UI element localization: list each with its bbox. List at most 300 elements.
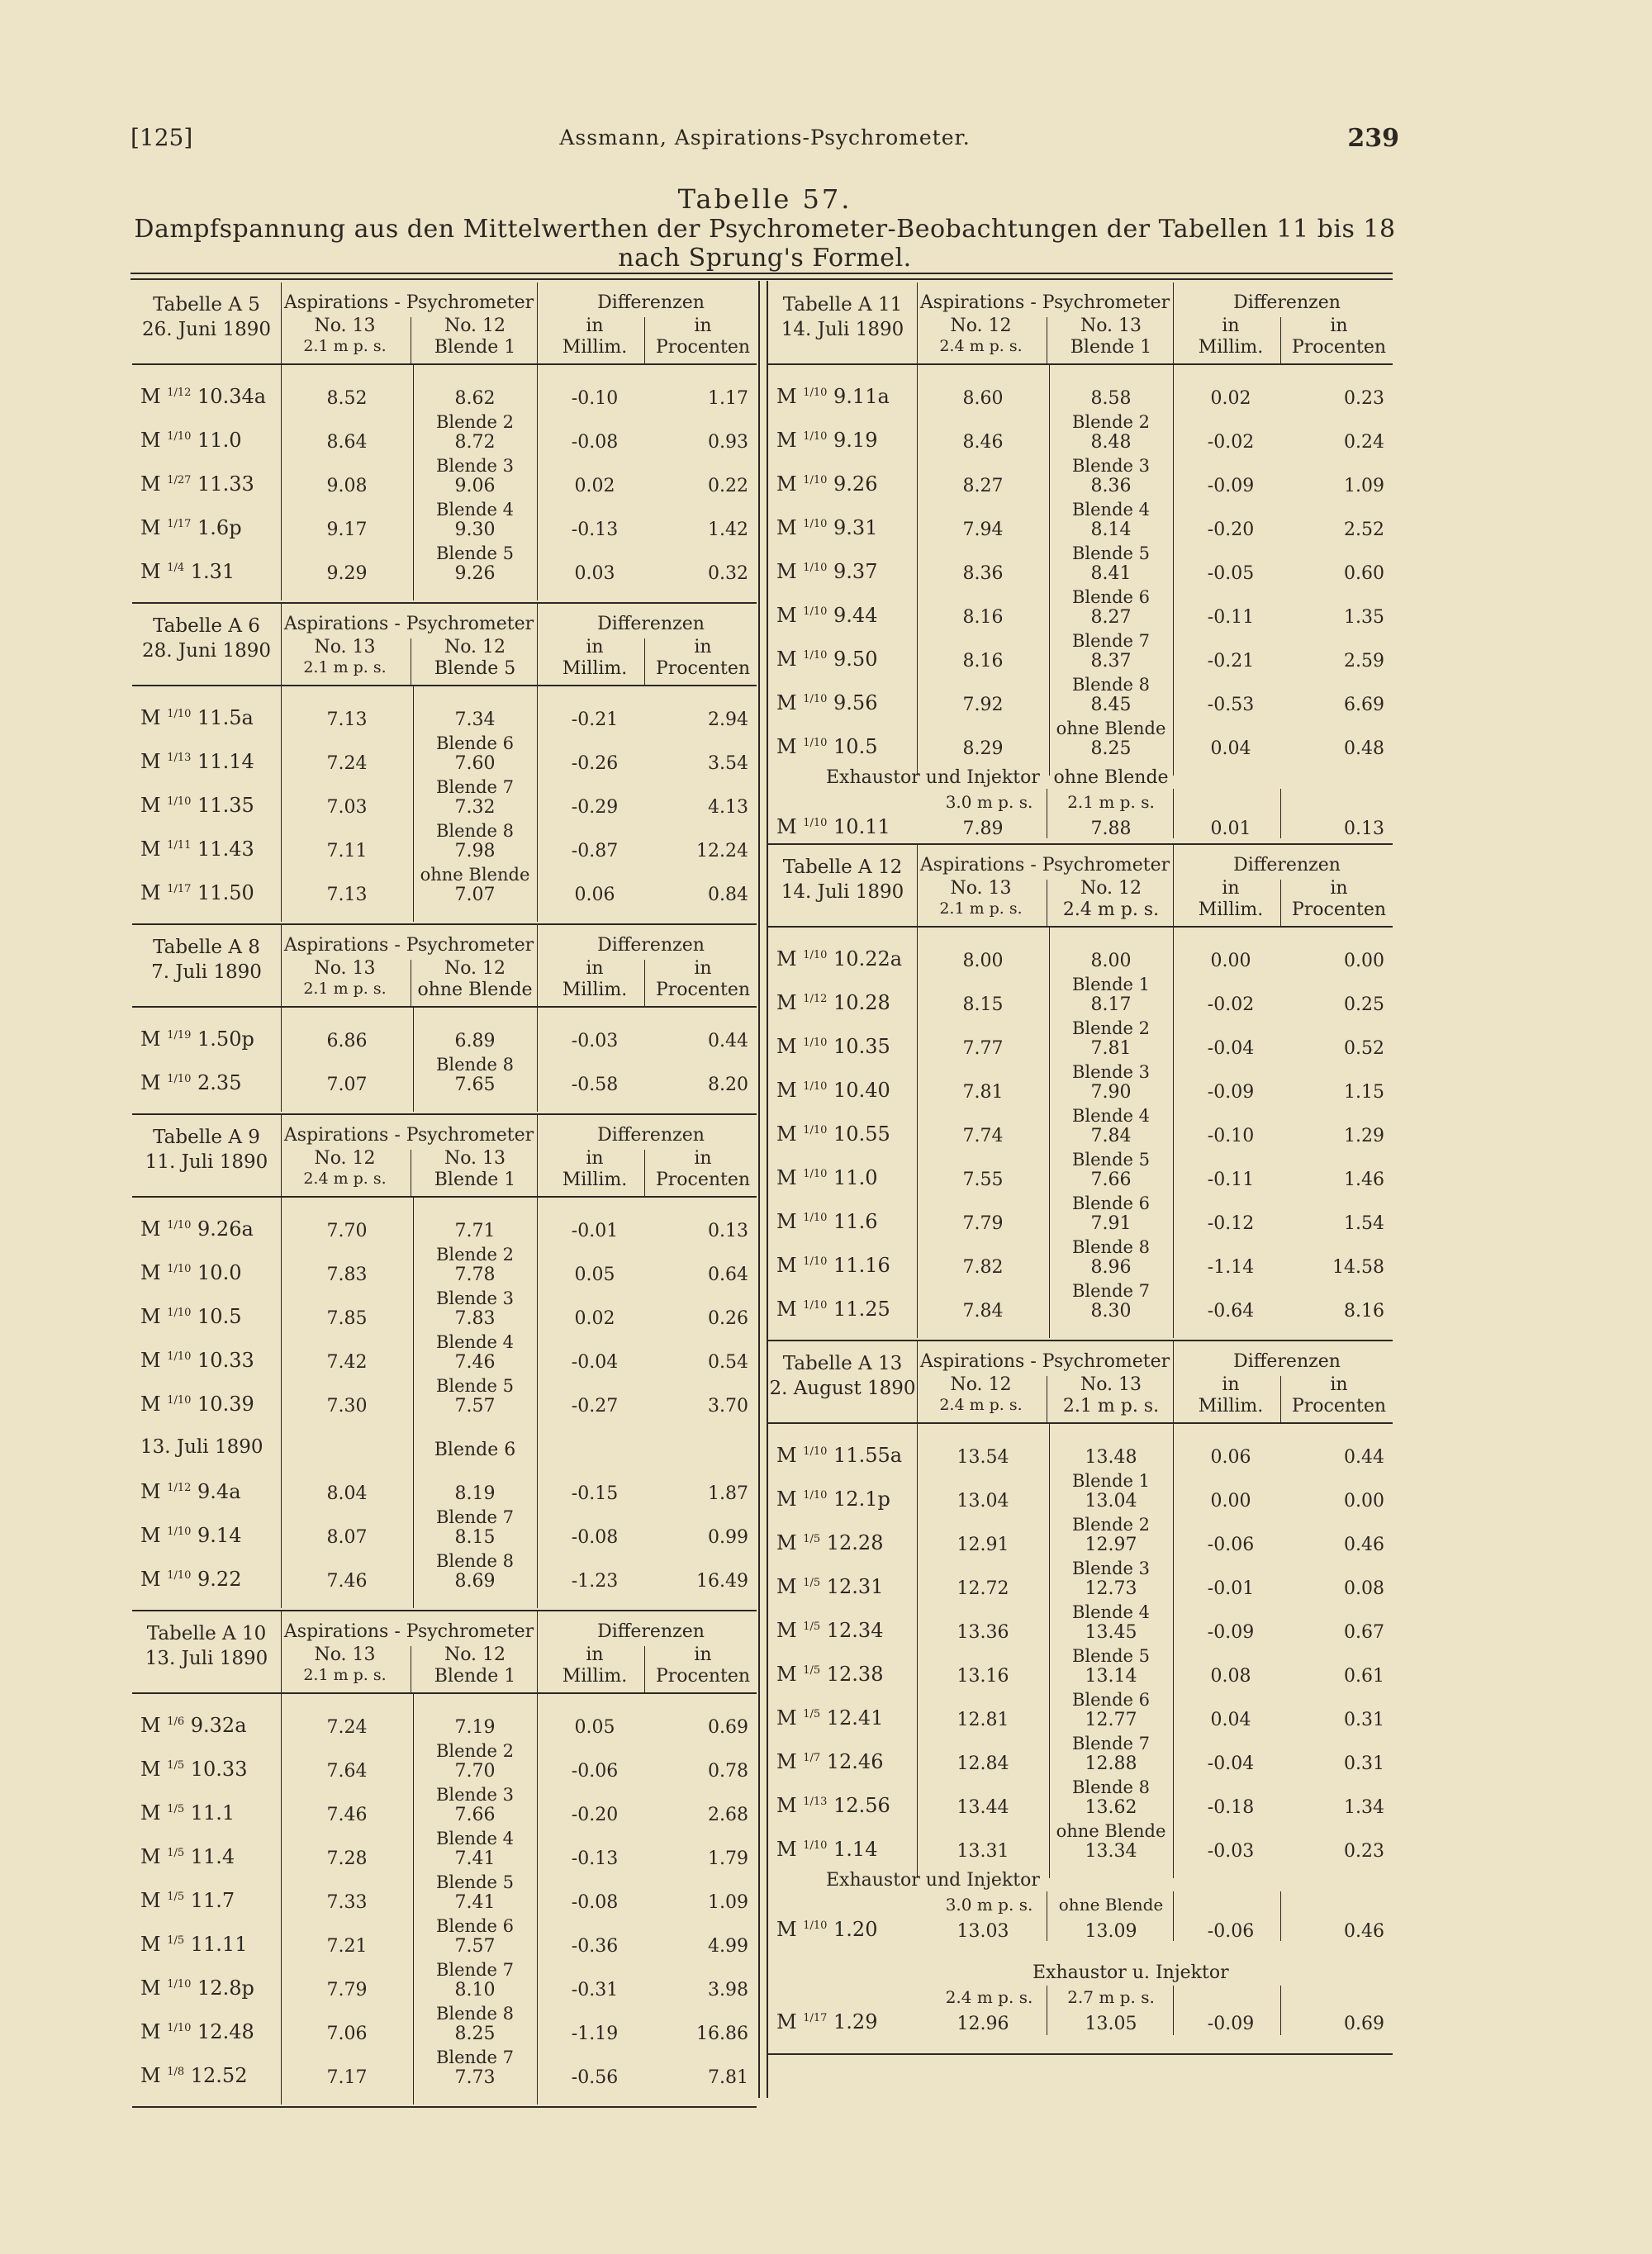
unit-millim: Millim.: [562, 658, 628, 679]
value-instrument-2: 7.41: [454, 1848, 496, 1869]
value-instrument-2: 13.34: [1085, 1841, 1137, 1862]
instrument-1: No. 12: [950, 1374, 1012, 1395]
blende-label: Blende 7: [435, 2048, 514, 2067]
time-value: 12.38: [820, 1663, 884, 1686]
difference-percent: 0.08: [1344, 1578, 1384, 1599]
difference-percent: 0.44: [1344, 1447, 1384, 1468]
body-rule: [413, 686, 414, 922]
instrument-1: No. 13: [314, 637, 376, 657]
page-header: [131, 124, 1399, 157]
time-label: [776, 1750, 883, 1773]
difference-percent: 0.22: [708, 476, 748, 496]
value-instrument-2: 7.91: [1090, 1213, 1132, 1234]
time-value: 9.26a: [191, 1217, 254, 1241]
blende-label: Blende 8: [435, 821, 514, 841]
value-instrument-2: 8.25: [1090, 738, 1132, 759]
value-instrument-2: 8.25: [454, 2024, 496, 2044]
time-value: 11.0: [827, 1166, 878, 1189]
fraction: 1/10: [167, 1350, 192, 1363]
instrument-1: No. 12: [950, 316, 1012, 336]
right-column: [768, 282, 1393, 2055]
blende-label: Blende 6: [1071, 1193, 1150, 1213]
time-value: 1.14: [827, 1838, 878, 1861]
time-prefix: M: [140, 838, 168, 861]
fraction: 1/27: [167, 474, 192, 486]
value-instrument-1: 12.91: [957, 1535, 1009, 1555]
value-instrument-1: 8.60: [962, 388, 1004, 409]
time-value: 11.7: [184, 1889, 235, 1912]
header-rule: [281, 604, 282, 685]
time-prefix: M: [140, 385, 168, 408]
difference-percent: 0.23: [1344, 388, 1384, 409]
header-rule: [917, 282, 918, 363]
unit-in: in: [1222, 1374, 1240, 1395]
time-value: 12.52: [184, 2064, 248, 2087]
time-value: 11.4: [184, 1845, 235, 1868]
time-label: [776, 1298, 890, 1321]
value-instrument-2: 7.07: [454, 885, 496, 905]
difference-percent: 3.70: [708, 1396, 748, 1416]
header-rule: [537, 1115, 538, 1196]
value-instrument-1: 7.33: [326, 1892, 368, 1913]
time-value: 9.11a: [827, 385, 890, 408]
fraction: 1/5: [167, 1891, 185, 1903]
value-instrument-1: 9.08: [326, 476, 368, 496]
instrument-2: No. 12: [1080, 878, 1142, 899]
value-instrument-2: 13.14: [1085, 1666, 1137, 1687]
time-value: 12.41: [820, 1706, 884, 1730]
fraction: 1/8: [167, 2066, 185, 2078]
fraction: 1/5: [803, 1621, 821, 1633]
value-instrument-1: 8.46: [962, 432, 1004, 453]
time-prefix: M: [140, 1933, 168, 1956]
time-prefix: M: [776, 1079, 804, 1102]
value-instrument-1: 8.16: [962, 607, 1004, 628]
value-instrument-2: 7.84: [1090, 1126, 1132, 1146]
fraction: 1/10: [803, 1037, 828, 1049]
psychrometer-heading: Aspirations - Psychrometer: [283, 935, 534, 956]
time-value: 10.0: [191, 1261, 242, 1284]
difference-millim: -0.10: [571, 388, 619, 409]
fraction: 1/17: [803, 2012, 828, 2024]
psychrometer-heading: Aspirations - Psychrometer: [283, 292, 534, 313]
time-prefix: M: [140, 1393, 168, 1416]
fraction: 1/10: [167, 708, 192, 720]
time-label: [776, 1079, 890, 1102]
time-prefix: M: [776, 1918, 804, 1941]
difference-percent: 0.32: [708, 563, 748, 584]
blende-label: Blende 2: [1071, 412, 1150, 432]
fraction: 1/10: [803, 1839, 828, 1852]
fraction: 1/5: [803, 1577, 821, 1589]
value-instrument-1: 9.29: [326, 563, 368, 584]
difference-percent: 0.48: [1344, 738, 1384, 759]
table-body: [768, 1424, 1393, 1875]
unit-millim: Millim.: [1198, 1396, 1264, 1416]
time-value: 10.33: [191, 1349, 254, 1372]
difference-percent: 1.15: [1344, 1082, 1384, 1103]
difference-millim: -0.21: [571, 709, 619, 730]
time-prefix: M: [776, 1750, 804, 1773]
time-label: [140, 1524, 241, 1547]
blende-label: Blende 7: [1071, 1281, 1150, 1301]
difference-millim: -1.23: [571, 1571, 619, 1592]
extra-speed-4: 2.7 m p. s.: [1067, 1987, 1155, 2007]
value-instrument-2: 7.66: [454, 1805, 496, 1825]
time-label: [776, 1794, 890, 1817]
fraction: 1/10: [803, 737, 828, 749]
time-value: 1.50p: [191, 1027, 254, 1051]
time-label: [140, 1071, 241, 1094]
table-row: [132, 865, 757, 918]
value-instrument-2: 7.34: [454, 709, 496, 730]
fraction: 1/4: [167, 562, 185, 574]
difference-millim: -0.12: [1207, 1213, 1255, 1234]
data-table: [132, 925, 757, 1115]
difference-percent: 0.46: [1344, 1921, 1384, 1942]
value-instrument-2: 7.90: [1090, 1082, 1132, 1103]
unit-in: in: [1330, 316, 1348, 336]
value-instrument-2: 8.41: [1090, 563, 1132, 584]
data-table: [768, 282, 1393, 845]
instrument-1-detail: 2.4 m p. s.: [939, 1396, 1023, 1414]
time-value: 12.34: [820, 1619, 884, 1642]
value-instrument-1: 7.74: [962, 1126, 1004, 1146]
unit-in: in: [1330, 878, 1348, 899]
value-instrument-1: 8.15: [962, 994, 1004, 1015]
differences-heading: Differenzen: [597, 614, 705, 634]
time-prefix: M: [776, 1706, 804, 1730]
blende-label: Blende 7: [1071, 631, 1150, 651]
time-prefix: M: [140, 1976, 168, 2000]
value-instrument-1: 7.46: [326, 1571, 368, 1592]
body-rule: [1173, 365, 1174, 776]
value-instrument-1: 7.79: [962, 1213, 1004, 1234]
fraction: 1/10: [167, 1073, 192, 1085]
difference-millim: 0.04: [1210, 738, 1251, 759]
unit-in: in: [586, 316, 604, 336]
time-value: 1.20: [827, 1918, 878, 1941]
difference-percent: 1.34: [1344, 1797, 1384, 1818]
table-date: 28. Juni 1890: [142, 640, 271, 662]
table-date: 26. Juni 1890: [142, 319, 271, 340]
time-value: 11.35: [191, 794, 254, 817]
fraction: 1/10: [803, 474, 828, 486]
unit-procenten: Procenten: [655, 980, 751, 1000]
blende-label: Blende 3: [435, 1288, 514, 1308]
fraction: 1/19: [167, 1029, 192, 1042]
time-label: [776, 1122, 890, 1146]
blende-label: Blende 6: [1071, 1690, 1150, 1710]
unit-in: in: [694, 1148, 712, 1169]
value-instrument-1: 8.27: [962, 476, 1004, 496]
value-instrument-1: 7.13: [326, 885, 368, 905]
blende-label: Blende 5: [1071, 543, 1150, 563]
body-rule: [413, 1198, 414, 1608]
table-header: [132, 1115, 757, 1196]
fraction: 1/10: [803, 817, 828, 829]
value-instrument-1: 7.85: [326, 1308, 368, 1329]
differences-heading: Differenzen: [1233, 1351, 1341, 1372]
value-instrument-1: 7.24: [326, 1717, 368, 1738]
header-rule: [281, 1115, 282, 1196]
value-instrument-2: 7.46: [454, 1352, 496, 1373]
difference-percent: 3.98: [708, 1980, 748, 2000]
time-value: 9.14: [191, 1524, 242, 1547]
blende-label: ohne Blende: [1056, 719, 1166, 738]
value-instrument-2: 7.66: [1090, 1170, 1132, 1190]
data-table: [132, 282, 757, 604]
extra-blende: ohne Blende: [1053, 767, 1169, 788]
value-instrument-2: 12.97: [1085, 1535, 1137, 1555]
difference-millim: -0.11: [1207, 607, 1255, 628]
header-page-ref: [125]: [131, 124, 193, 151]
time-value: 9.50: [827, 648, 878, 671]
data-table: [132, 1611, 757, 2108]
body-rule: [537, 686, 538, 922]
instrument-2-detail: Blende 5: [434, 658, 516, 679]
unit-millim: Millim.: [1198, 899, 1264, 920]
time-prefix: M: [776, 815, 804, 838]
time-prefix: M: [776, 604, 804, 627]
fraction: 1/10: [167, 1219, 192, 1231]
body-rule: [1173, 1986, 1174, 2035]
time-label: [140, 1480, 241, 1503]
fraction: 1/10: [803, 430, 828, 443]
fraction: 1/10: [803, 1168, 828, 1180]
time-prefix: M: [776, 947, 804, 970]
data-table: [132, 604, 757, 925]
table-row: [132, 2048, 757, 2101]
difference-millim: 0.00: [1210, 951, 1251, 971]
time-value: 10.28: [827, 991, 890, 1014]
table-date: 7. Juli 1890: [151, 961, 262, 983]
instrument-1: No. 13: [314, 958, 376, 979]
time-value: 1.6p: [191, 516, 242, 539]
value-instrument-2: 13.48: [1085, 1447, 1137, 1468]
value-instrument-2: 7.71: [454, 1221, 496, 1241]
time-prefix: M: [140, 1305, 168, 1328]
difference-percent: 0.64: [708, 1265, 748, 1285]
value-instrument-2: 13.04: [1085, 1491, 1137, 1511]
value-instrument-1: 8.04: [326, 1483, 368, 1504]
time-label: [776, 560, 877, 583]
difference-millim: -0.03: [1207, 1841, 1255, 1862]
difference-percent: 2.59: [1344, 651, 1384, 671]
time-label: [140, 1845, 235, 1868]
difference-percent: 1.79: [708, 1848, 748, 1869]
value-instrument-1: 7.03: [326, 797, 368, 818]
fraction: 1/5: [803, 1708, 821, 1720]
time-prefix: M: [140, 472, 168, 496]
table-header: [768, 845, 1393, 926]
time-prefix: M: [140, 1261, 168, 1284]
table-body: [132, 686, 757, 918]
instrument-1: No. 13: [950, 878, 1012, 899]
table-header: [132, 1611, 757, 1692]
difference-percent: 8.16: [1344, 1301, 1384, 1322]
time-value: 11.6: [827, 1210, 878, 1233]
time-value: 9.22: [191, 1568, 242, 1591]
table-date: 11. Juli 1890: [145, 1151, 268, 1173]
blende-label: Blende 3: [435, 1785, 514, 1805]
psychrometer-heading: Aspirations - Psychrometer: [283, 614, 534, 634]
time-label: [140, 2064, 247, 2087]
value-instrument-2: 7.83: [454, 1308, 496, 1329]
value-instrument-2: 9.06: [454, 476, 496, 496]
time-prefix: M: [776, 1838, 804, 1861]
value-instrument-2: 7.81: [1090, 1038, 1132, 1059]
difference-millim: -0.02: [1207, 432, 1255, 453]
difference-millim: 0.01: [1210, 819, 1251, 839]
time-prefix: M: [776, 691, 804, 714]
difference-percent: 0.52: [1344, 1038, 1384, 1059]
table-row: [768, 2004, 1393, 2048]
time-label: [776, 1918, 877, 1941]
differences-heading: Differenzen: [597, 292, 705, 313]
unit-in: in: [1222, 316, 1240, 336]
value-instrument-1: 7.06: [326, 2024, 368, 2044]
time-value: 11.33: [191, 472, 254, 496]
value-instrument-1: 8.07: [326, 1527, 368, 1548]
table-row: [132, 1055, 757, 1108]
time-label: [776, 472, 877, 496]
fraction: 1/10: [167, 795, 192, 808]
instrument-2: No. 12: [444, 316, 506, 336]
table-row: [768, 719, 1393, 772]
time-label: [140, 2020, 254, 2043]
table-body: [132, 365, 757, 597]
instrument-2-detail: Blende 1: [1070, 337, 1152, 358]
blende-label: Blende 4: [435, 500, 514, 520]
time-value: 11.5a: [191, 706, 254, 729]
exhaustor-heading: Exhaustor und Injektor: [826, 1870, 1040, 1891]
value-instrument-2: 7.88: [1090, 819, 1132, 839]
difference-percent: 1.87: [708, 1483, 748, 1504]
difference-percent: 0.61: [1344, 1666, 1384, 1687]
value-instrument-1: 7.92: [962, 695, 1004, 715]
header-rule: [537, 604, 538, 685]
time-value: 11.55a: [827, 1444, 903, 1467]
difference-percent: 1.17: [708, 388, 748, 409]
fraction: 1/10: [803, 1124, 828, 1136]
blende-label: Blende 7: [435, 777, 514, 797]
value-instrument-2: 7.73: [454, 2067, 496, 2088]
blende-label: Blende 1: [1071, 1471, 1150, 1491]
value-instrument-1: 7.79: [326, 1980, 368, 2000]
value-instrument-1: 8.52: [326, 388, 368, 409]
value-instrument-1: 13.54: [957, 1447, 1009, 1468]
body-rule: [537, 365, 538, 600]
difference-millim: -0.26: [571, 753, 619, 774]
header-running-title: Assmann, Aspirations-Psychrometer.: [559, 126, 971, 149]
instrument-1-detail: 2.1 m p. s.: [303, 1666, 387, 1684]
time-label: [776, 429, 877, 452]
time-value: 1.29: [827, 2010, 878, 2033]
difference-millim: -0.08: [571, 1527, 619, 1548]
time-label: [140, 1976, 254, 2000]
difference-millim: -0.20: [571, 1805, 619, 1825]
fraction: 1/10: [803, 562, 828, 574]
instrument-2: No. 12: [444, 958, 506, 979]
table-header: [132, 604, 757, 685]
time-value: 11.11: [184, 1933, 248, 1956]
instrument-2-detail: ohne Blende: [417, 980, 533, 1000]
time-value: 12.31: [820, 1575, 884, 1598]
table-row: [132, 543, 757, 597]
fraction: 1/10: [803, 949, 828, 961]
time-label: [140, 1933, 247, 1956]
fraction: 1/6: [167, 1715, 185, 1728]
time-label: [140, 1261, 241, 1284]
difference-millim: -0.18: [1207, 1797, 1255, 1818]
time-value: 9.31: [827, 516, 878, 539]
table-date: 14. Juli 1890: [781, 881, 904, 903]
value-instrument-1: 9.17: [326, 520, 368, 540]
value-instrument-1: 7.30: [326, 1396, 368, 1416]
difference-percent: 1.09: [1344, 476, 1384, 496]
time-value: 10.40: [827, 1079, 890, 1102]
value-instrument-1: 7.84: [962, 1301, 1004, 1322]
blende-label: Blende 2: [1071, 1018, 1150, 1038]
instrument-1: No. 12: [314, 1148, 376, 1169]
table-number: Tabelle 57.: [677, 183, 852, 215]
difference-millim: -0.20: [1207, 520, 1255, 540]
value-instrument-2: 7.57: [454, 1396, 496, 1416]
time-value: 12.1p: [827, 1488, 890, 1511]
difference-percent: 16.49: [696, 1571, 748, 1592]
time-prefix: M: [140, 1889, 168, 1912]
time-value: 11.1: [184, 1801, 235, 1825]
time-label: [776, 1575, 883, 1598]
fraction: 1/17: [167, 518, 192, 530]
fraction: 1/10: [167, 1569, 192, 1582]
time-prefix: M: [140, 1071, 168, 1094]
time-value: 9.56: [827, 691, 878, 714]
body-rule: [1049, 365, 1050, 776]
fraction: 1/10: [803, 518, 828, 530]
difference-millim: 0.05: [574, 1265, 615, 1285]
time-prefix: M: [140, 429, 168, 452]
fraction: 1/10: [803, 1919, 828, 1932]
time-value: 10.33: [184, 1758, 248, 1781]
unit-procenten: Procenten: [655, 1666, 751, 1687]
fraction: 1/10: [167, 1263, 192, 1275]
time-label: [140, 516, 242, 539]
header-rule: [537, 925, 538, 1006]
blende-label: Blende 6: [435, 733, 514, 753]
instrument-1-detail: 2.1 m p. s.: [303, 980, 387, 998]
value-instrument-2: 7.19: [454, 1717, 496, 1738]
value-instrument-2: 9.30: [454, 520, 496, 540]
value-instrument-1: 13.31: [957, 1841, 1009, 1862]
difference-percent: 0.00: [1344, 951, 1384, 971]
value-instrument-2: 7.98: [454, 841, 496, 861]
table-row: [132, 1551, 757, 1605]
time-value: 9.44: [827, 604, 878, 627]
difference-percent: 0.67: [1344, 1622, 1384, 1643]
difference-percent: 8.20: [708, 1075, 748, 1095]
value-instrument-2: 8.72: [454, 432, 496, 453]
time-value: 9.19: [827, 429, 878, 452]
time-label: [140, 1568, 241, 1591]
psychrometer-heading: Aspirations - Psychrometer: [283, 1125, 534, 1146]
difference-percent: 0.60: [1344, 563, 1384, 584]
time-label: [140, 1714, 247, 1737]
fraction: 1/17: [167, 883, 192, 895]
difference-millim: 0.05: [574, 1717, 615, 1738]
time-label: [776, 1444, 902, 1467]
